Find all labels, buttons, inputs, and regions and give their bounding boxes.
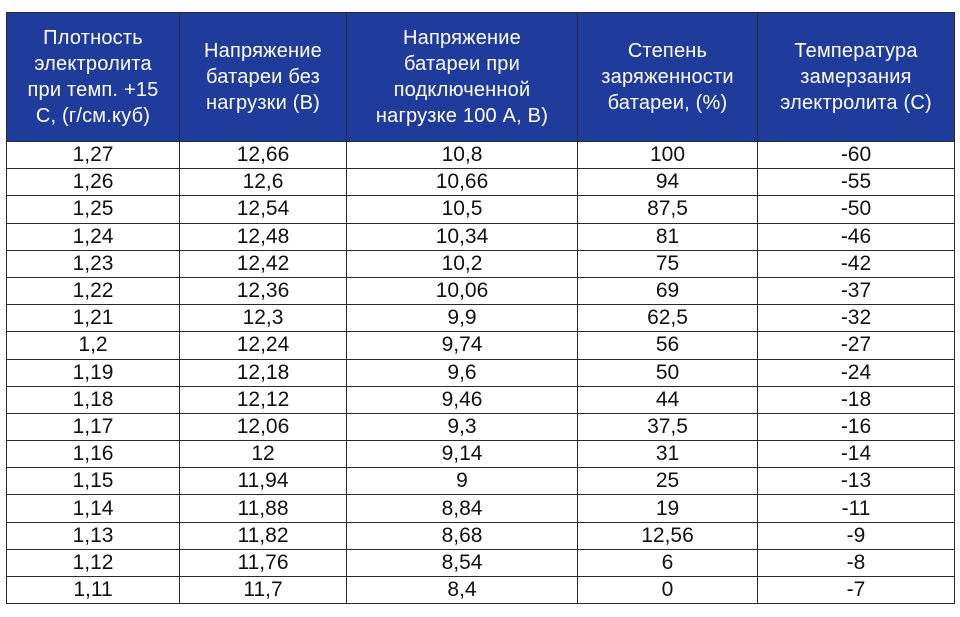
voltage-no-load-cell: 12,66 (180, 142, 347, 169)
freezing-temperature-cell: -11 (758, 495, 955, 522)
table-row (7, 332, 955, 359)
freezing-temperature-cell: -50 (758, 196, 955, 223)
density-cell: 1,13 (7, 522, 180, 549)
charge-level-cell: 31 (578, 441, 758, 468)
voltage-no-load-cell: 11,94 (180, 468, 347, 495)
voltage-under-load-cell: 9,74 (347, 332, 578, 359)
voltage-under-load-cell: 10,34 (347, 223, 578, 250)
charge-level-cell: 62,5 (578, 305, 758, 332)
table-row (7, 522, 955, 549)
voltage-no-load-cell: 12 (180, 441, 347, 468)
voltage-under-load-cell: 10,8 (347, 142, 578, 169)
header-voltage-no-load-label: Напряжение батареи без нагрузки (В) (204, 40, 322, 114)
voltage-no-load-cell: 11,88 (180, 495, 347, 522)
freezing-temperature-cell: -42 (758, 250, 955, 277)
freezing-temperature-cell: -24 (758, 359, 955, 386)
voltage-under-load-cell: 10,5 (347, 196, 578, 223)
voltage-no-load-cell: 12,18 (180, 359, 347, 386)
freezing-temperature-cell: -9 (758, 522, 955, 549)
voltage-under-load-cell: 9,6 (347, 359, 578, 386)
density-cell: 1,15 (7, 468, 180, 495)
freezing-temperature-cell: -13 (758, 468, 955, 495)
table-row (7, 577, 955, 604)
density-cell: 1,25 (7, 196, 180, 223)
voltage-no-load-cell: 12,42 (180, 250, 347, 277)
voltage-under-load-cell: 10,66 (347, 169, 578, 196)
freezing-temperature-cell: -14 (758, 441, 955, 468)
voltage-no-load-cell: 12,6 (180, 169, 347, 196)
voltage-no-load-cell: 12,06 (180, 413, 347, 440)
charge-level-cell: 0 (578, 577, 758, 604)
voltage-under-load-cell: 8,84 (347, 495, 578, 522)
voltage-under-load-cell: 8,68 (347, 522, 578, 549)
voltage-no-load-cell: 12,3 (180, 305, 347, 332)
density-cell: 1,22 (7, 277, 180, 304)
table-body (7, 142, 955, 604)
header-charge-level-label: Степень заряженности батареи, (%) (601, 40, 734, 114)
voltage-no-load-cell: 11,76 (180, 549, 347, 576)
charge-level-cell: 25 (578, 468, 758, 495)
voltage-no-load-cell: 12,12 (180, 386, 347, 413)
table-row (7, 549, 955, 576)
header-voltage-under-load-label: Напряжение батареи при подключенной нагрузке 100 А, В) (375, 27, 549, 127)
density-cell: 1,12 (7, 549, 180, 576)
header-freezing-temperature-label: Температура замерзания электролита (С) (780, 40, 932, 114)
freezing-temperature-cell: -8 (758, 549, 955, 576)
table-row (7, 413, 955, 440)
table-row (7, 386, 955, 413)
charge-level-cell: 50 (578, 359, 758, 386)
header-freezing-temperature (758, 13, 955, 142)
table-row (7, 441, 955, 468)
charge-level-cell: 12,56 (578, 522, 758, 549)
freezing-temperature-cell: -37 (758, 277, 955, 304)
density-cell: 1,24 (7, 223, 180, 250)
freezing-temperature-cell: -46 (758, 223, 955, 250)
density-cell: 1,18 (7, 386, 180, 413)
charge-level-cell: 87,5 (578, 196, 758, 223)
voltage-no-load-cell: 11,7 (180, 577, 347, 604)
header-voltage-under-load (347, 13, 578, 142)
freezing-temperature-cell: -18 (758, 386, 955, 413)
battery-table (6, 12, 955, 604)
voltage-no-load-cell: 12,48 (180, 223, 347, 250)
header-voltage-no-load (180, 13, 347, 142)
voltage-under-load-cell: 9,9 (347, 305, 578, 332)
voltage-under-load-cell: 8,54 (347, 549, 578, 576)
voltage-under-load-cell: 9,46 (347, 386, 578, 413)
freezing-temperature-cell: -16 (758, 413, 955, 440)
freezing-temperature-cell: -55 (758, 169, 955, 196)
voltage-no-load-cell: 11,82 (180, 522, 347, 549)
density-cell: 1,11 (7, 577, 180, 604)
charge-level-cell: 94 (578, 169, 758, 196)
table-row (7, 169, 955, 196)
voltage-no-load-cell: 12,54 (180, 196, 347, 223)
charge-level-cell: 37,5 (578, 413, 758, 440)
freezing-temperature-cell: -7 (758, 577, 955, 604)
charge-level-cell: 75 (578, 250, 758, 277)
table-row (7, 250, 955, 277)
voltage-under-load-cell: 9,14 (347, 441, 578, 468)
table-header (7, 13, 955, 142)
charge-level-cell: 81 (578, 223, 758, 250)
freezing-temperature-cell: -32 (758, 305, 955, 332)
table-row (7, 359, 955, 386)
header-density-label: Плотность электролита при темп. +15 С, (г/см.куб) (27, 27, 159, 127)
charge-level-cell: 100 (578, 142, 758, 169)
density-cell: 1,19 (7, 359, 180, 386)
freezing-temperature-cell: -27 (758, 332, 955, 359)
charge-level-cell: 56 (578, 332, 758, 359)
density-cell: 1,16 (7, 441, 180, 468)
voltage-under-load-cell: 10,2 (347, 250, 578, 277)
voltage-no-load-cell: 12,36 (180, 277, 347, 304)
density-cell: 1,21 (7, 305, 180, 332)
charge-level-cell: 44 (578, 386, 758, 413)
table-row (7, 495, 955, 522)
voltage-under-load-cell: 8,4 (347, 577, 578, 604)
charge-level-cell: 19 (578, 495, 758, 522)
table-row (7, 142, 955, 169)
voltage-no-load-cell: 12,24 (180, 332, 347, 359)
charge-level-cell: 69 (578, 277, 758, 304)
density-cell: 1,26 (7, 169, 180, 196)
header-row (7, 13, 955, 142)
table-row (7, 277, 955, 304)
charge-level-cell: 6 (578, 549, 758, 576)
density-cell: 1,14 (7, 495, 180, 522)
density-cell: 1,23 (7, 250, 180, 277)
table-row (7, 196, 955, 223)
density-cell: 1,27 (7, 142, 180, 169)
table-row (7, 468, 955, 495)
voltage-under-load-cell: 9 (347, 468, 578, 495)
header-density (7, 13, 180, 142)
header-charge-level (578, 13, 758, 142)
table-row (7, 305, 955, 332)
voltage-under-load-cell: 9,3 (347, 413, 578, 440)
freezing-temperature-cell: -60 (758, 142, 955, 169)
density-cell: 1,17 (7, 413, 180, 440)
density-cell: 1,2 (7, 332, 180, 359)
table-row (7, 223, 955, 250)
voltage-under-load-cell: 10,06 (347, 277, 578, 304)
